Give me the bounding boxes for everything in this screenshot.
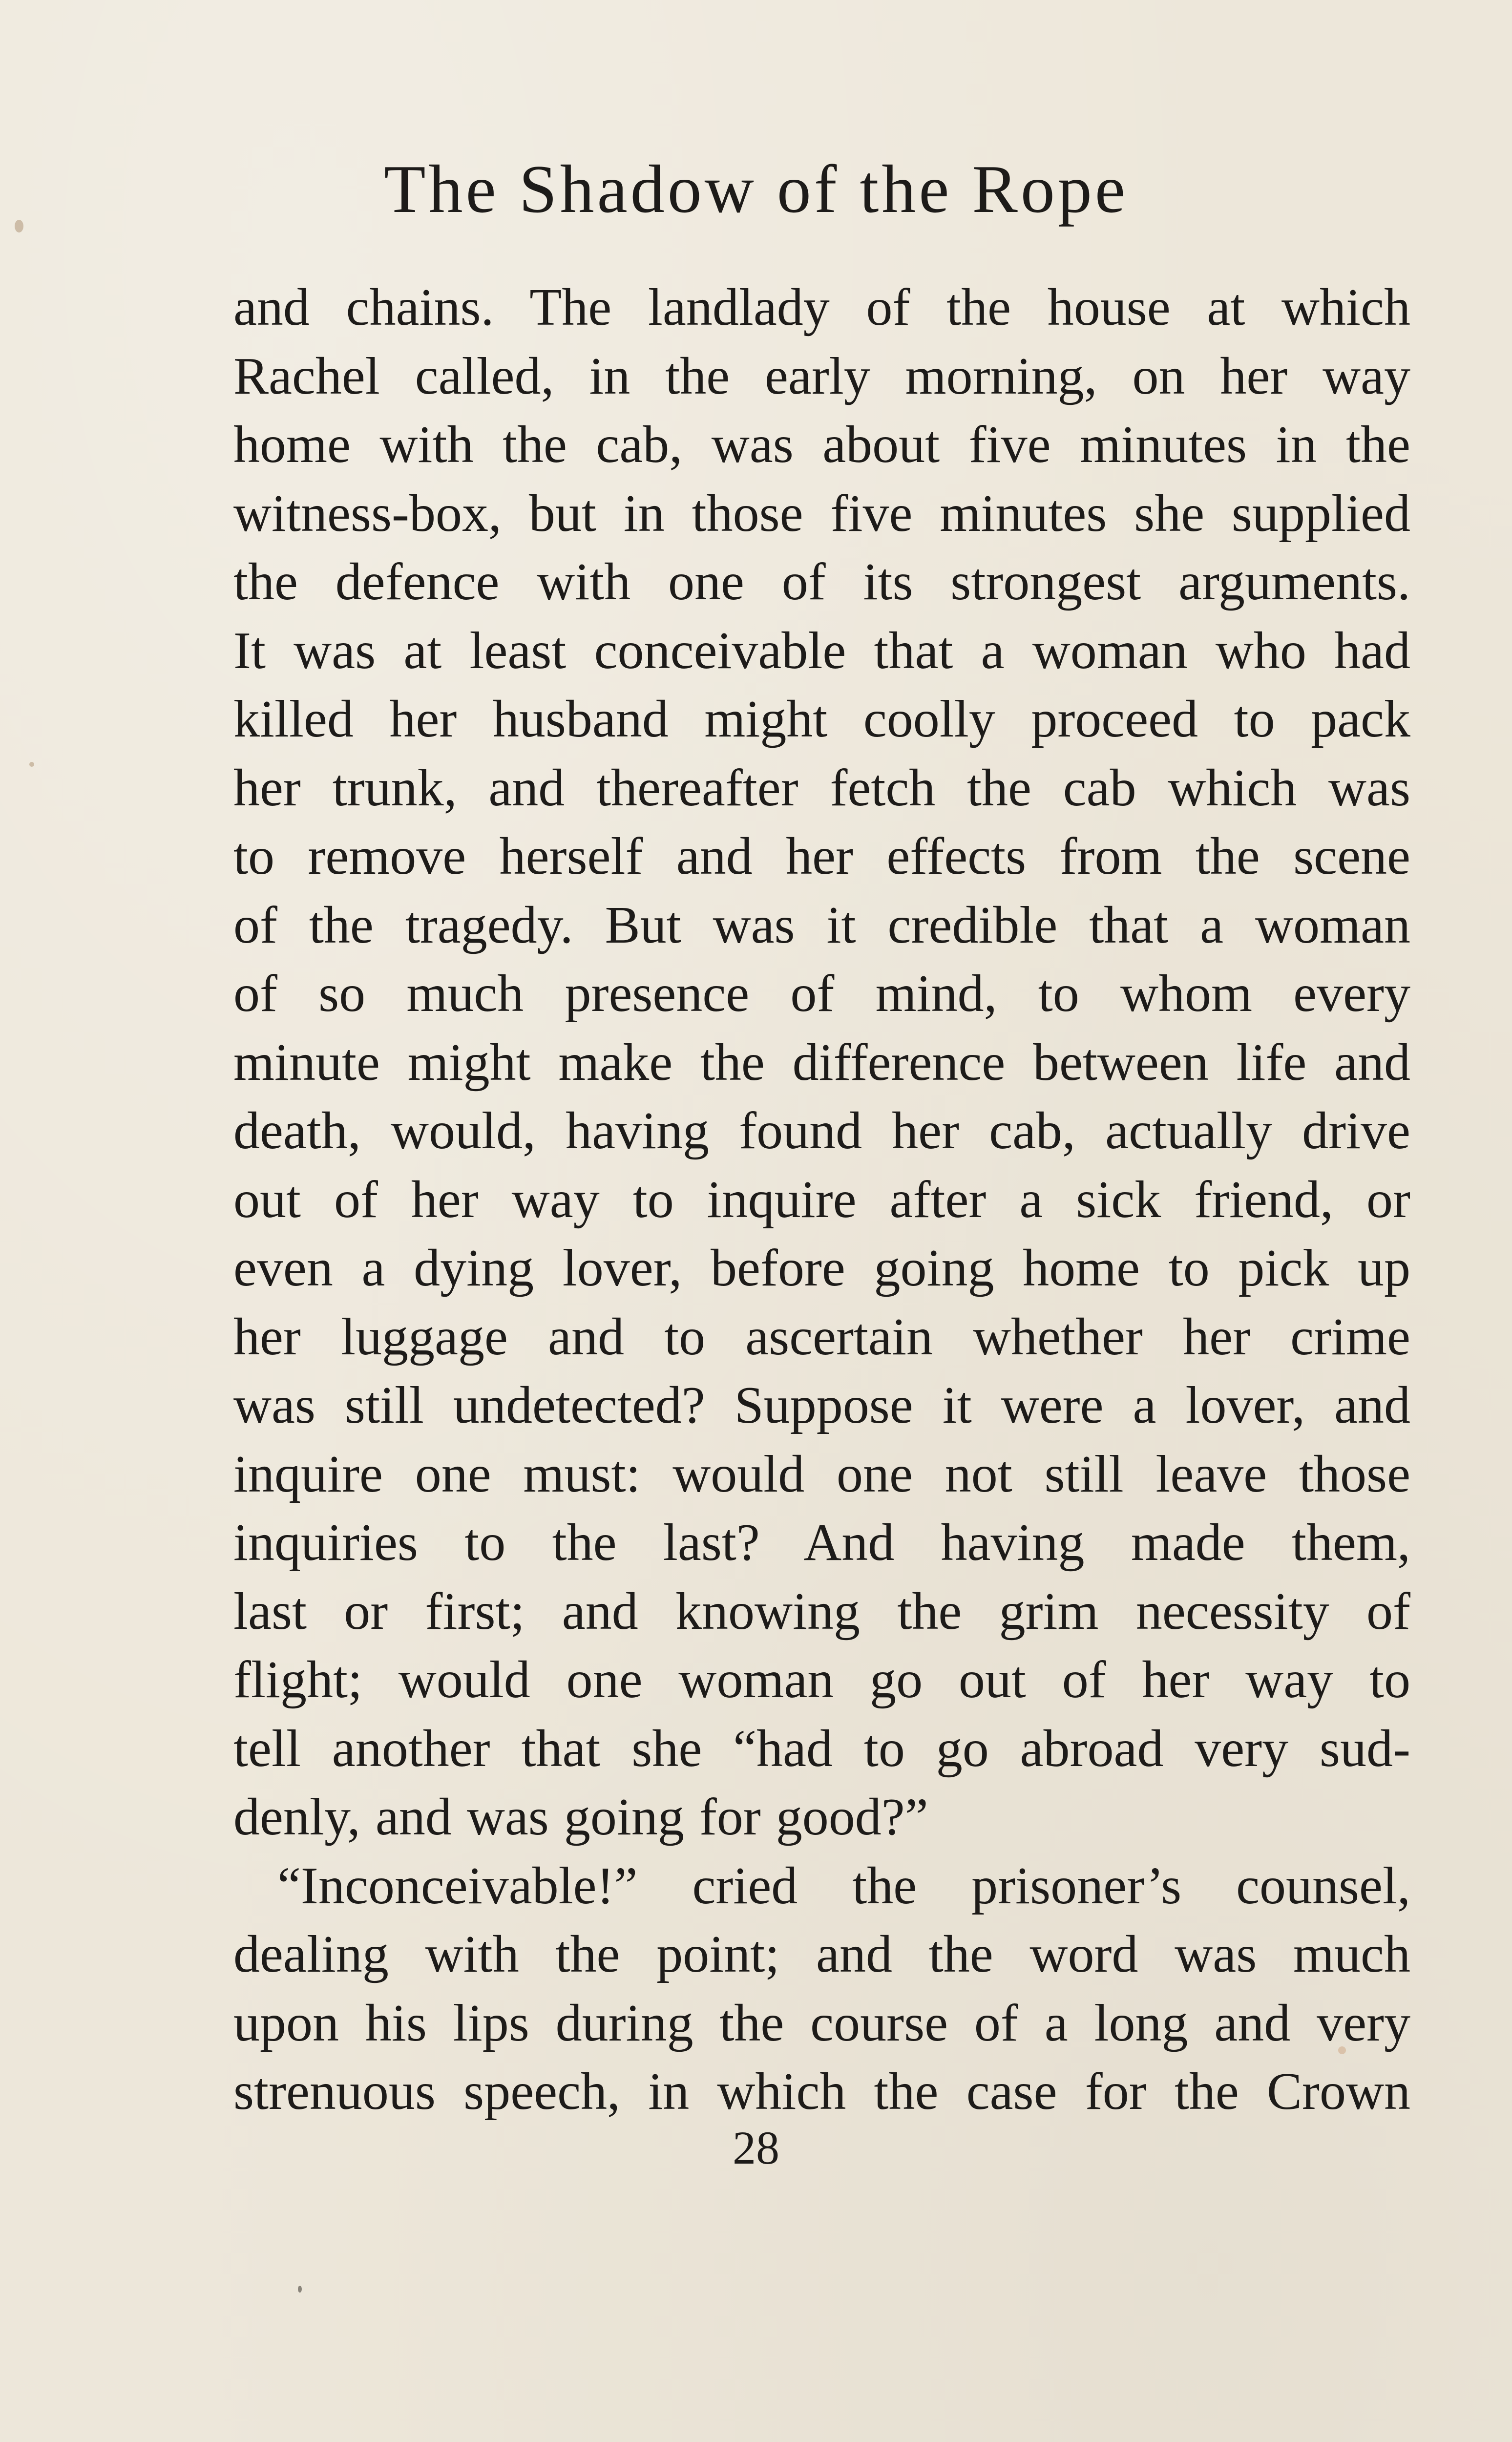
- text-line: and chains. The landlady of the house at which: [233, 278, 1410, 337]
- text-line: minute might make the difference between life and: [233, 1033, 1410, 1092]
- text-line: strenuous speech, in which the case for the Crown: [233, 2063, 1410, 2121]
- text-line: flight; would one woman go out of her way to: [233, 1651, 1410, 1709]
- text-line: “Inconceivable!” cried the prisoner’s counsel,: [277, 1856, 1410, 1915]
- text-line: killed her husband might coolly proceed to pack: [233, 690, 1410, 748]
- text-line: Rachel called, in the early morning, on her way: [233, 347, 1410, 405]
- text-line: inquiries to the last? And having made them,: [233, 1514, 1410, 1572]
- text-line: last or first; and knowing the grim necessity of: [233, 1582, 1410, 1641]
- paper-speck: [298, 2286, 302, 2293]
- text-line: witness-box, but in those five minutes she supplied: [233, 484, 1410, 543]
- body-text: [233, 274, 1410, 2126]
- text-line: of so much presence of mind, to whom every: [233, 965, 1410, 1023]
- text-line: her luggage and to ascertain whether her crime: [233, 1307, 1410, 1366]
- text-line: It was at least conceivable that a woman who had: [233, 621, 1410, 680]
- paper-speck: [29, 762, 34, 767]
- text-line: upon his lips during the course of a long and very: [233, 1994, 1410, 2052]
- text-line: inquire one must: would one not still leave those: [233, 1445, 1410, 1503]
- text-line: the defence with one of its strongest arguments.: [233, 553, 1410, 611]
- text-line: of the tragedy. But was it credible that a woman: [233, 896, 1410, 954]
- running-head: The Shadow of the Rope: [384, 151, 1128, 227]
- text-line: denly, and was going for good?”: [233, 1788, 928, 1846]
- page-number: 28: [733, 2122, 779, 2174]
- text-line: death, would, having found her cab, actually drive: [233, 1102, 1410, 1160]
- text-line: dealing with the point; and the word was much: [233, 1925, 1410, 1983]
- text-line: to remove herself and her effects from the scene: [233, 827, 1410, 885]
- text-line: even a dying lover, before going home to pick up: [233, 1239, 1410, 1297]
- text-line: was still undetected? Suppose it were a lover, and: [233, 1376, 1410, 1434]
- text-line: out of her way to inquire after a sick friend, or: [233, 1170, 1410, 1229]
- text-line: her trunk, and thereafter fetch the cab which was: [233, 758, 1410, 817]
- text-line: home with the cab, was about five minutes in the: [233, 416, 1410, 474]
- text-line: tell another that she “had to go abroad very sud-: [233, 1719, 1410, 1778]
